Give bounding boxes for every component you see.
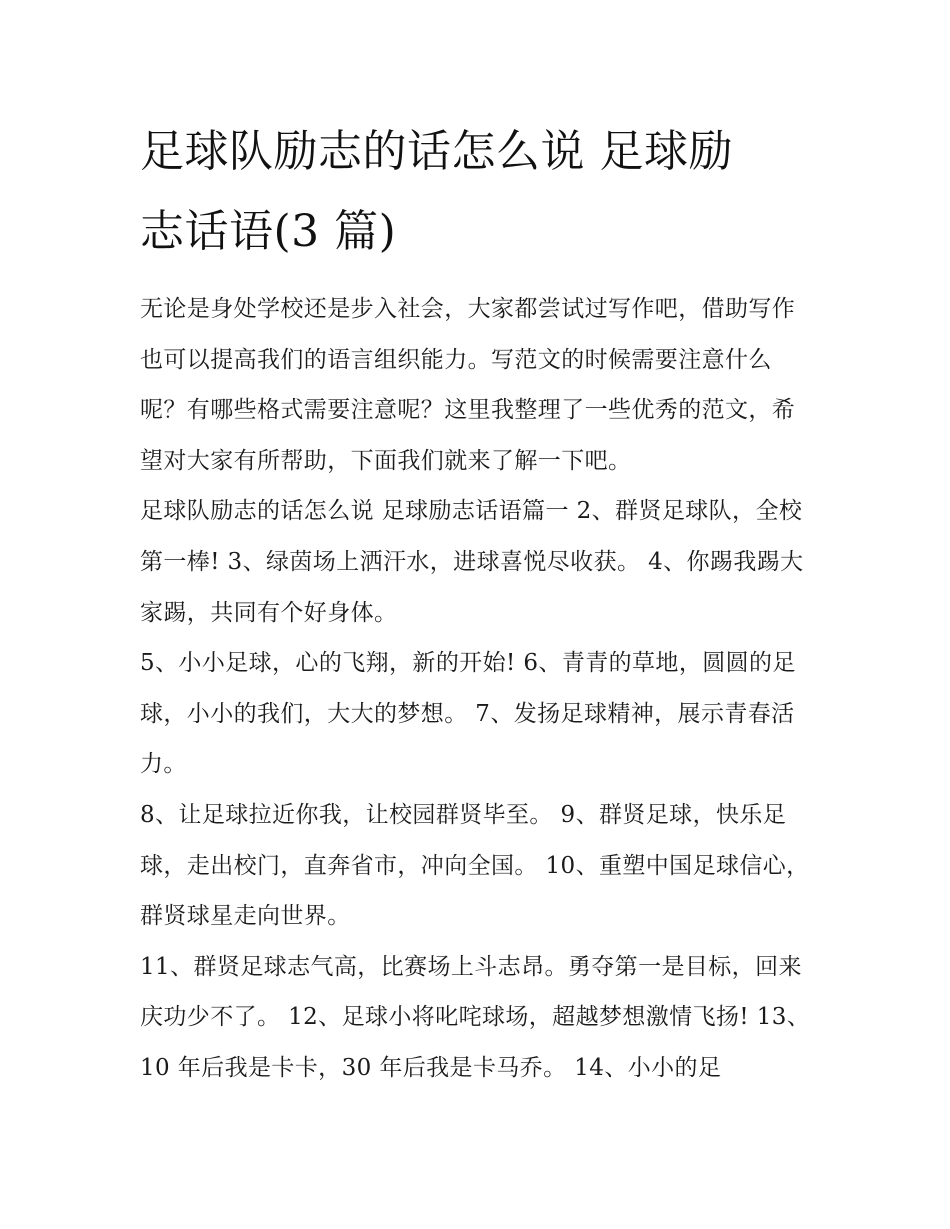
slogan-paragraph-1: 足球队励志的话怎么说 足球励志话语篇一 2、群贤足球队，全校第一棒! 3、绿茵场上洒汗水，进球喜悦尽收获。 4、你踢我踢大家踢，共同有个好身体。 [140,498,804,626]
slogan-paragraph-4: 11、群贤足球志气高，比赛场上斗志昂。勇夺第一是目标，回来庆功少不了。 12、足球小将叱咤球场，超越梦想激情飞扬! 13、10 年后我是卡卡，30 年后我是卡马乔。 14、小小的足 [140,953,811,1081]
title-line-2: 志话语(3 篇) [140,206,397,257]
title-line-1: 足球队励志的话怎么说 足球励 [140,126,733,177]
document-page [140,112,812,1094]
document-title [140,112,812,272]
document-body [140,284,812,1094]
slogan-paragraph-2: 5、小小足球，心的飞翔，新的开始! 6、青青的草地，圆圆的足球，小小的我们，大大的梦想。 7、发扬足球精神，展示青春活力。 [140,650,796,778]
intro-paragraph: 无论是身处学校还是步入社会，大家都尝试过写作吧，借助写作也可以提高我们的语言组织能力。写范文的时候需要注意什么呢？有哪些格式需要注意呢？这里我整理了一些优秀的范文，希望对大家有所帮助，下面我们就来了解一下吧。 [140,296,796,474]
slogan-paragraph-3: 8、让足球拉近你我，让校园群贤毕至。 9、群贤足球，快乐足球，走出校门，直奔省市，冲向全国。 10、重塑中国足球信心，群贤球星走向世界。 [140,801,810,930]
